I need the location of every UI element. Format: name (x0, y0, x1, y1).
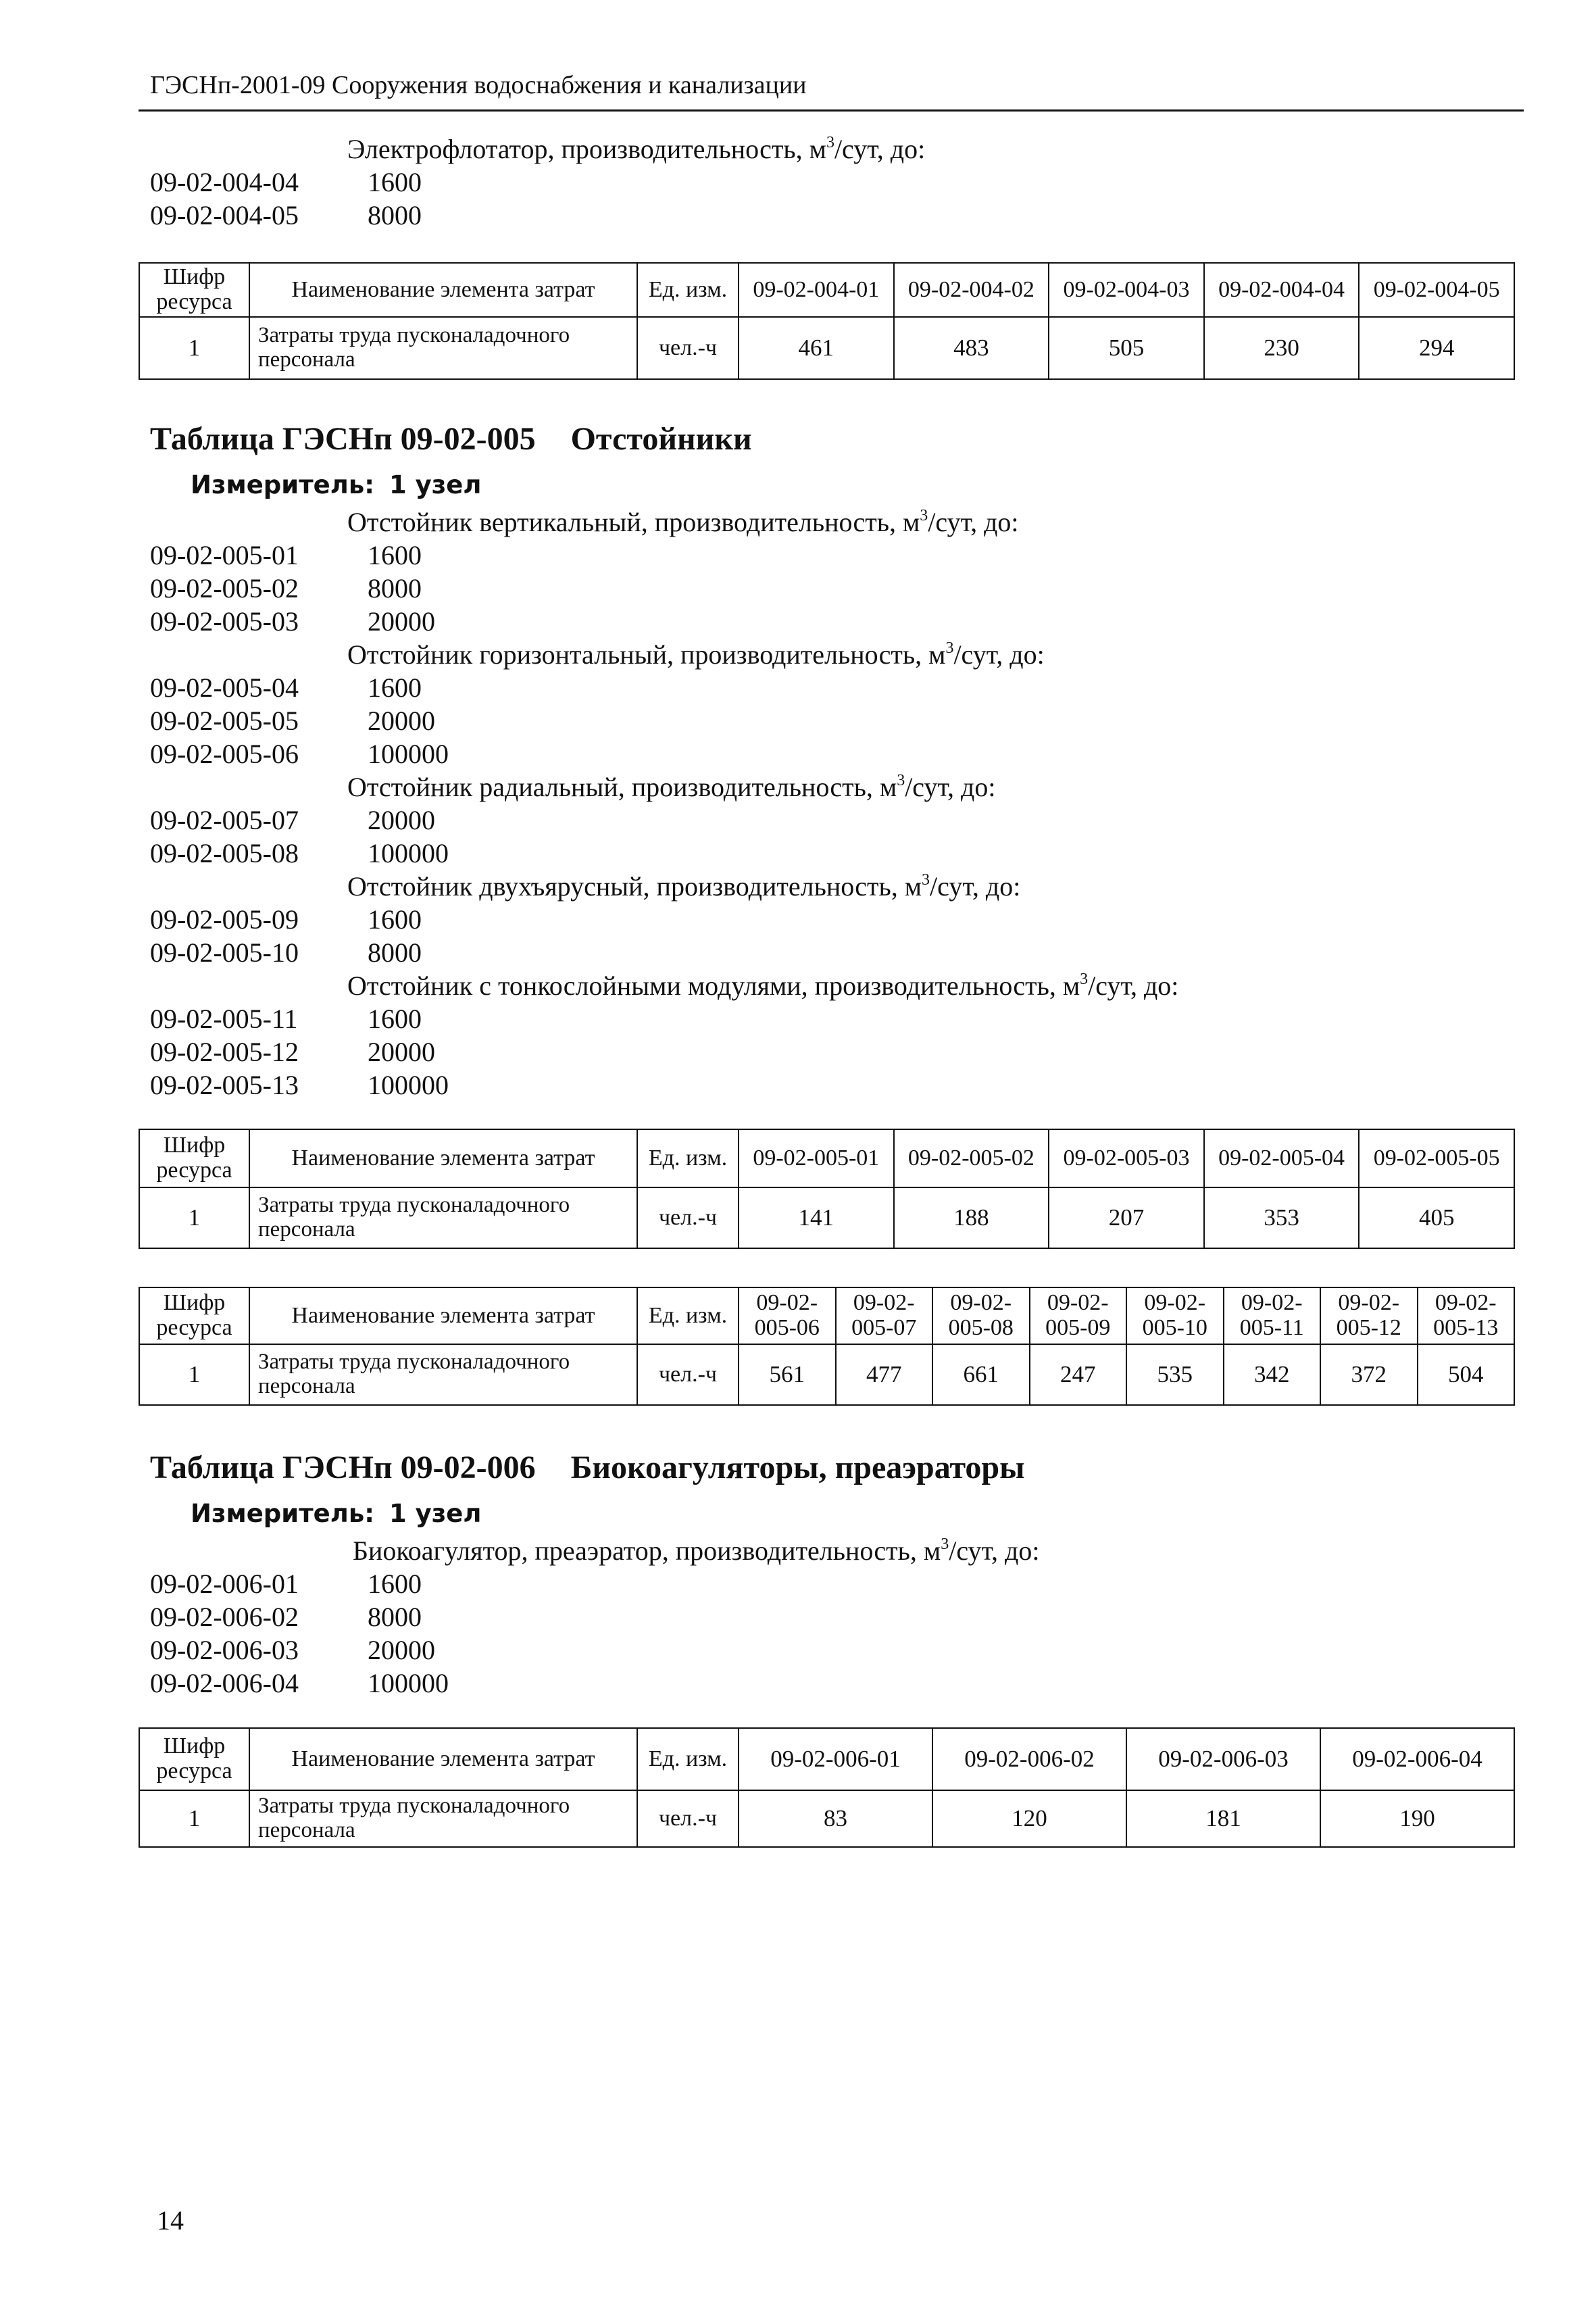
norm-value: 1600 (368, 672, 422, 703)
norm-value: 20000 (368, 805, 435, 835)
header-norm-code: 09-02-005-09 (1030, 1287, 1127, 1344)
header-norm-code: 09-02-005-01 (739, 1129, 894, 1187)
page-number: 14 (157, 2205, 184, 2236)
header-resource-code: Шифр ресурса (139, 1287, 249, 1344)
row-value: 342 (1224, 1344, 1321, 1405)
row-value: 120 (932, 1790, 1126, 1847)
table-header-row (139, 263, 1514, 317)
header-resource-code: Шифр ресурса (139, 1728, 249, 1790)
table-row (139, 1187, 1514, 1248)
norm-item (150, 1002, 1501, 1035)
header-norm-code: 09-02-005-02 (894, 1129, 1049, 1187)
row-value: 504 (1418, 1344, 1515, 1405)
row-value: 181 (1126, 1790, 1320, 1847)
table-row (139, 317, 1514, 379)
norm-code: 09-02-005-05 (150, 706, 299, 736)
header-norm-code: 09-02-005-12 (1320, 1287, 1418, 1344)
norm-value: 20000 (368, 1037, 435, 1067)
norm-code: 09-02-004-04 (150, 167, 299, 197)
table-header-row (139, 1129, 1514, 1187)
norm-value: 1600 (368, 1004, 422, 1034)
header-cost-element: Наименование элемента затрат (249, 1728, 637, 1790)
header-norm-code: 09-02-004-04 (1204, 263, 1360, 317)
running-header: ГЭСНп-2001-09 Сооружения водоснабжения и канализации (150, 71, 807, 99)
row-unit: чел.-ч (637, 317, 739, 379)
row-value: 372 (1320, 1344, 1418, 1405)
header-unit: Ед. изм. (637, 1728, 739, 1790)
group-heading: Биокоагулятор, преаэратор, производительность, $м^3$/сут, до: (353, 1535, 1040, 1566)
cost-table-006 (139, 1727, 1515, 1848)
norm-value: 8000 (368, 200, 422, 230)
norm-code: 09-02-005-01 (150, 540, 299, 570)
norm-code: 09-02-005-10 (150, 937, 299, 968)
norm-item (150, 903, 1501, 936)
header-norm-code: 09-02-004-03 (1049, 263, 1204, 317)
header-norm-code: 09-02-004-01 (739, 263, 894, 317)
norm-value: 100000 (368, 1070, 449, 1100)
header-norm-code: 09-02-005-10 (1126, 1287, 1224, 1344)
table-header-row (139, 1728, 1514, 1790)
norm-code: 09-02-005-09 (150, 904, 299, 935)
header-norm-code: 09-02-006-01 (739, 1728, 932, 1790)
measurer-005: Измеритель: 1 узел (191, 470, 482, 499)
norm-value: 8000 (368, 937, 422, 968)
cost-table-005-a (139, 1129, 1515, 1249)
norm-value: 100000 (368, 838, 449, 868)
norm-value: 100000 (368, 739, 449, 769)
header-norm-code: 09-02-006-04 (1320, 1728, 1514, 1790)
header-unit: Ед. изм. (637, 1129, 739, 1187)
norm-code: 09-02-005-06 (150, 739, 299, 769)
norm-item (150, 1633, 1501, 1667)
norm-item (150, 1567, 1501, 1600)
norm-value: 1600 (368, 167, 422, 197)
header-resource-code: Шифр ресурса (139, 263, 249, 317)
norm-item (150, 199, 1501, 232)
norm-code: 09-02-006-02 (150, 1602, 299, 1632)
row-value: 188 (894, 1187, 1049, 1248)
norm-value: 20000 (368, 706, 435, 736)
norm-value: 1600 (368, 904, 422, 935)
row-cost-element: Затраты труда пусконаладочного персонала (249, 1344, 637, 1405)
header-unit: Ед. изм. (637, 263, 739, 317)
norm-code: 09-02-005-13 (150, 1070, 299, 1100)
header-norm-code: 09-02-005-05 (1359, 1129, 1514, 1187)
row-value: 294 (1359, 317, 1514, 379)
norm-item (150, 737, 1501, 770)
header-norm-code: 09-02-004-02 (894, 263, 1049, 317)
norm-item (150, 936, 1501, 969)
table-row (139, 1344, 1514, 1405)
norm-code: 09-02-005-11 (150, 1004, 298, 1034)
norm-value: 20000 (368, 1635, 435, 1665)
header-cost-element: Наименование элемента затрат (249, 1129, 637, 1187)
cost-table-005-b (139, 1287, 1515, 1406)
norm-value: 1600 (368, 540, 422, 570)
norm-value: 100000 (368, 1668, 449, 1698)
table-title-006: Таблица ГЭСНп 09-02-006 Биокоагуляторы, преаэраторы (150, 1450, 1025, 1485)
table-row (139, 1790, 1514, 1847)
row-value: 247 (1030, 1344, 1127, 1405)
group-heading: Отстойник с тонкослойными модулями, производительность, $м^3$/сут, до: (347, 970, 1179, 1001)
row-resource-code: 1 (139, 1344, 249, 1405)
header-resource-code: Шифр ресурса (139, 1129, 249, 1187)
row-unit: чел.-ч (637, 1790, 739, 1847)
norm-item (150, 1035, 1501, 1068)
norm-item (150, 166, 1501, 199)
header-norm-code: 09-02-005-03 (1049, 1129, 1204, 1187)
row-resource-code: 1 (139, 1790, 249, 1847)
row-value: 405 (1359, 1187, 1514, 1248)
row-value: 535 (1126, 1344, 1224, 1405)
norm-value: 8000 (368, 573, 422, 604)
header-norm-code: 09-02-005-04 (1204, 1129, 1360, 1187)
row-cost-element: Затраты труда пусконаладочного персонала (249, 317, 637, 379)
header-rule (139, 109, 1524, 112)
row-value: 83 (739, 1790, 932, 1847)
cost-table-004 (139, 262, 1515, 380)
norm-item (150, 837, 1501, 870)
norm-code: 09-02-005-03 (150, 606, 299, 637)
norm-item (150, 671, 1501, 704)
row-value: 353 (1204, 1187, 1360, 1248)
norm-item (150, 804, 1501, 837)
norm-code: 09-02-005-07 (150, 805, 299, 835)
norm-code: 09-02-005-04 (150, 672, 299, 703)
row-value: 207 (1049, 1187, 1204, 1248)
header-norm-code: 09-02-006-03 (1126, 1728, 1320, 1790)
norm-item (150, 572, 1501, 605)
norm-item (150, 1667, 1501, 1700)
norm-value: 1600 (368, 1569, 422, 1599)
header-unit: Ед. изм. (637, 1287, 739, 1344)
norm-item (150, 704, 1501, 737)
header-norm-code: 09-02-005-06 (739, 1287, 836, 1344)
row-cost-element: Затраты труда пусконаладочного персонала (249, 1187, 637, 1248)
norm-value: 8000 (368, 1602, 422, 1632)
norm-code: 09-02-005-08 (150, 838, 299, 868)
row-value: 230 (1204, 317, 1360, 379)
norm-code: 09-02-005-02 (150, 573, 299, 604)
row-unit: чел.-ч (637, 1344, 739, 1405)
header-norm-code: 09-02-005-13 (1418, 1287, 1515, 1344)
group-heading: Отстойник радиальный, производительность, $м^3$/сут, до: (347, 772, 996, 802)
group-heading: Электрофлотатор, производительность, $м^3$/сут, до: (347, 134, 926, 164)
norm-value: 20000 (368, 606, 435, 637)
header-cost-element: Наименование элемента затрат (249, 1287, 637, 1344)
section-004-list (150, 132, 1501, 232)
norm-item (150, 539, 1501, 572)
row-value: 483 (894, 317, 1049, 379)
section-005-list (150, 506, 1501, 1102)
header-norm-code: 09-02-006-02 (932, 1728, 1126, 1790)
row-value: 190 (1320, 1790, 1514, 1847)
norm-item (150, 605, 1501, 638)
header-norm-code: 09-02-004-05 (1359, 263, 1514, 317)
row-value: 141 (739, 1187, 894, 1248)
group-heading: Отстойник вертикальный, производительность, $м^3$/сут, до: (347, 507, 1019, 537)
row-value: 661 (932, 1344, 1030, 1405)
section-006-list (150, 1534, 1501, 1700)
norm-code: 09-02-006-01 (150, 1569, 299, 1599)
row-resource-code: 1 (139, 1187, 249, 1248)
group-heading: Отстойник горизонтальный, производительность, $м^3$/сут, до: (347, 639, 1045, 670)
norm-code: 09-02-006-04 (150, 1668, 299, 1698)
norm-item (150, 1068, 1501, 1102)
header-cost-element: Наименование элемента затрат (249, 263, 637, 317)
group-heading: Отстойник двухъярусный, производительность, $м^3$/сут, до: (347, 871, 1021, 902)
row-value: 561 (739, 1344, 836, 1405)
norm-code: 09-02-004-05 (150, 200, 299, 230)
row-value: 461 (739, 317, 894, 379)
norm-code: 09-02-006-03 (150, 1635, 299, 1665)
row-resource-code: 1 (139, 317, 249, 379)
measurer-006: Измеритель: 1 узел (191, 1499, 482, 1528)
norm-item (150, 1600, 1501, 1633)
row-cost-element: Затраты труда пусконаладочного персонала (249, 1790, 637, 1847)
table-header-row (139, 1287, 1514, 1344)
table-title-005: Таблица ГЭСНп 09-02-005 Отстойники (150, 421, 752, 457)
norm-code: 09-02-005-12 (150, 1037, 299, 1067)
row-value: 505 (1049, 317, 1204, 379)
header-norm-code: 09-02-005-11 (1224, 1287, 1321, 1344)
row-value: 477 (836, 1344, 933, 1405)
row-unit: чел.-ч (637, 1187, 739, 1248)
header-norm-code: 09-02-005-07 (836, 1287, 933, 1344)
header-norm-code: 09-02-005-08 (932, 1287, 1030, 1344)
